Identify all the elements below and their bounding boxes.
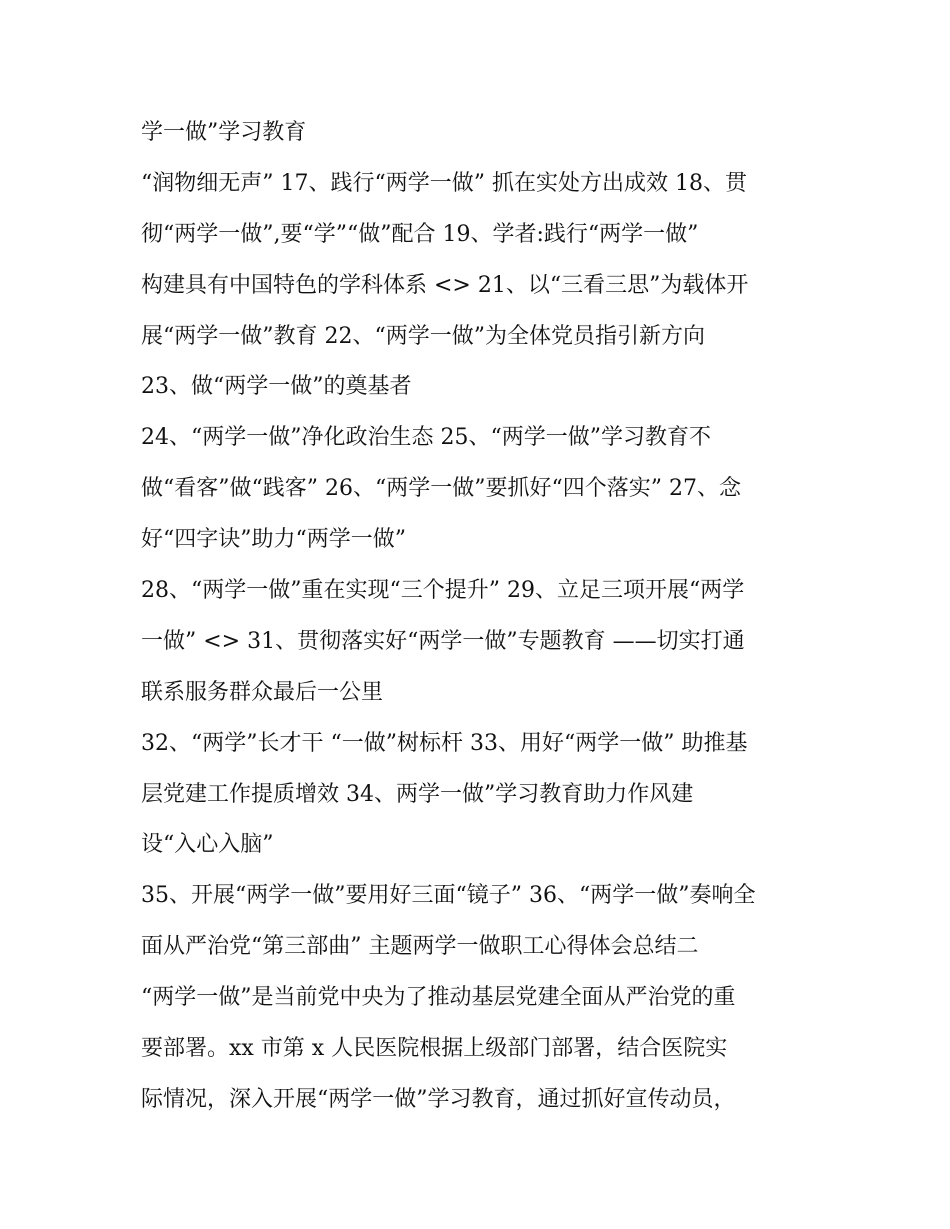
document-body <box>141 108 831 1126</box>
text-line: 一做” <> 31、贯彻落实好“两学一做”专题教育 ——切实打通 <box>141 628 745 654</box>
text-line: 构建具有中国特色的学科体系 <> 21、以“三看三思”为载体开 <box>141 272 749 298</box>
text-line: 彻“两学一做”,要“学”“做”配合 19、学者:践行“两学一做” <box>141 221 699 247</box>
text-line: 24、“两学一做”净化政治生态 25、“两学一做”学习教育不 <box>141 425 711 451</box>
text-line: 联系服务群众最后一公里 <box>141 679 384 705</box>
text-line: 际情况，深入开展“两学一做”学习教育，通过抓好宣传动员， <box>141 1086 736 1112</box>
text-line: 35、开展“两学一做”要用好三面“镜子” 36、“两学一做”奏响全 <box>141 883 756 909</box>
text-line: 面从严治党“第三部曲” 主题两学一做职工心得体会总结二 <box>141 934 699 960</box>
text-line: 28、“两学一做”重在实现“三个提升” 29、立足三项开展“两学 <box>141 578 745 604</box>
text-line: 层党建工作提质增效 34、两学一做”学习教育助力作风建 <box>141 781 694 807</box>
text-line: 展“两学一做”教育 22、“两学一做”为全体党员指引新方向 <box>141 323 705 349</box>
text-line: 设“入心入脑” <box>141 832 274 858</box>
text-line: 23、做“两学一做”的奠基者 <box>141 374 412 400</box>
text-line: 做“看客”做“践客” 26、“两学一做”要抓好“四个落实” 27、念 <box>141 476 741 502</box>
text-line: 要部署。xx 市第 x 人民医院根据上级部门部署，结合医院实 <box>141 1036 728 1062</box>
text-line: “润物细无声” 17、践行“两学一做” 抓在实处方出成效 18、贯 <box>141 170 747 196</box>
text-line: 好“四字诀”助力“两学一做” <box>141 527 406 553</box>
text-line: 32、“两学”长才干 “一做”树标杆 33、用好“两学一做” 助推基 <box>141 730 748 756</box>
text-line: 学一做”学习教育 <box>141 120 307 145</box>
text-line: “两学一做”是当前党中央为了推动基层党建全面从严治党的重 <box>141 985 736 1011</box>
